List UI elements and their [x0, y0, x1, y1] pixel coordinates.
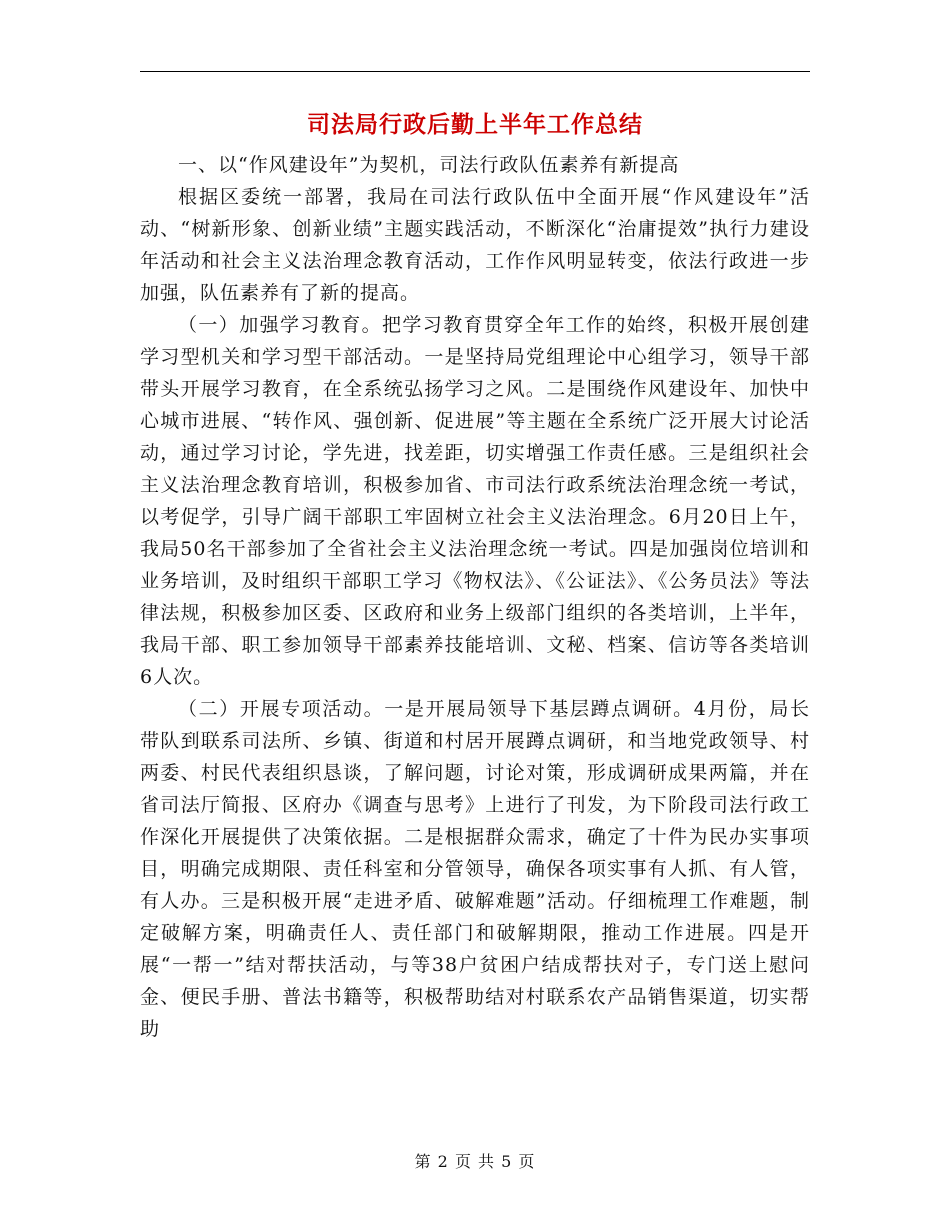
page-number: 第 2 页 共 5 页	[414, 1152, 536, 1171]
header-rule	[140, 71, 810, 72]
body-paragraph: （一）加强学习教育。把学习教育贯穿全年工作的始终，积极开展创建学习型机关和学习型干部活动。一是坚持局党组理论中心组学习，领导干部带头开展学习教育，在全系统弘扬学习之风。二是围绕作风建设年、加快中心城市进展、“转作风、强创新、促进展”等主题在全系统广泛开展大讨论活动，通过学习讨论，学先进，找差距，切实增强工作责任感。三是组织社会主义法治理念教育培训，积极参加省、市司法行政系统法治理念统一考试，以考促学，引导广阔干部职工牢固树立社会主义法治理念。6月20日上午，我局50名干部参加了全省社会主义法治理念统一考试。四是加强岗位培训和业务培训，及时组织干部职工学习《物权法》、《公证法》、《公务员法》等法律法规，积极参加区委、区政府和业务上级部门组织的各类培训，上半年，我局干部、职工参加领导干部素养技能培训、文秘、档案、信访等各类培训6人次。	[140, 314, 810, 688]
document-body	[140, 149, 810, 1045]
document-title: 司法局行政后勤上半年工作总结	[307, 112, 643, 138]
body-paragraph: （二）开展专项活动。一是开展局领导下基层蹲点调研。4月份，局长带队到联系司法所、乡镇、街道和村居开展蹲点调研，和当地党政领导、村两委、村民代表组织恳谈，了解问题，讨论对策，形成调研成果两篇，并在省司法厅简报、区府办《调查与思考》上进行了刊发，为下阶段司法行政工作深化开展提供了决策依据。二是根据群众需求，确定了十件为民办实事项目，明确完成期限、责任科室和分管领导，确保各项实事有人抓、有人管，有人办。三是积极开展“走进矛盾、破解难题”活动。仔细梳理工作难题，制定破解方案，明确责任人、责任部门和破解期限，推动工作进展。四是开展“一帮一”结对帮扶活动，与等38户贫困户结成帮扶对子，专门送上慰问金、便民手册、普法书籍等，积极帮助结对村联系农产品销售渠道，切实帮助	[140, 698, 810, 1040]
section-heading: 一、以“作风建设年”为契机，司法行政队伍素养有新提高	[178, 154, 680, 176]
body-paragraph: 根据区委统一部署，我局在司法行政队伍中全面开展“作风建设年”活动、“树新形象、创新业绩”主题实践活动，不断深化“治庸提效”执行力建设年活动和社会主义法治理念教育活动，工作作风明显转变，依法行政进一步加强，队伍素养有了新的提高。	[140, 186, 810, 304]
